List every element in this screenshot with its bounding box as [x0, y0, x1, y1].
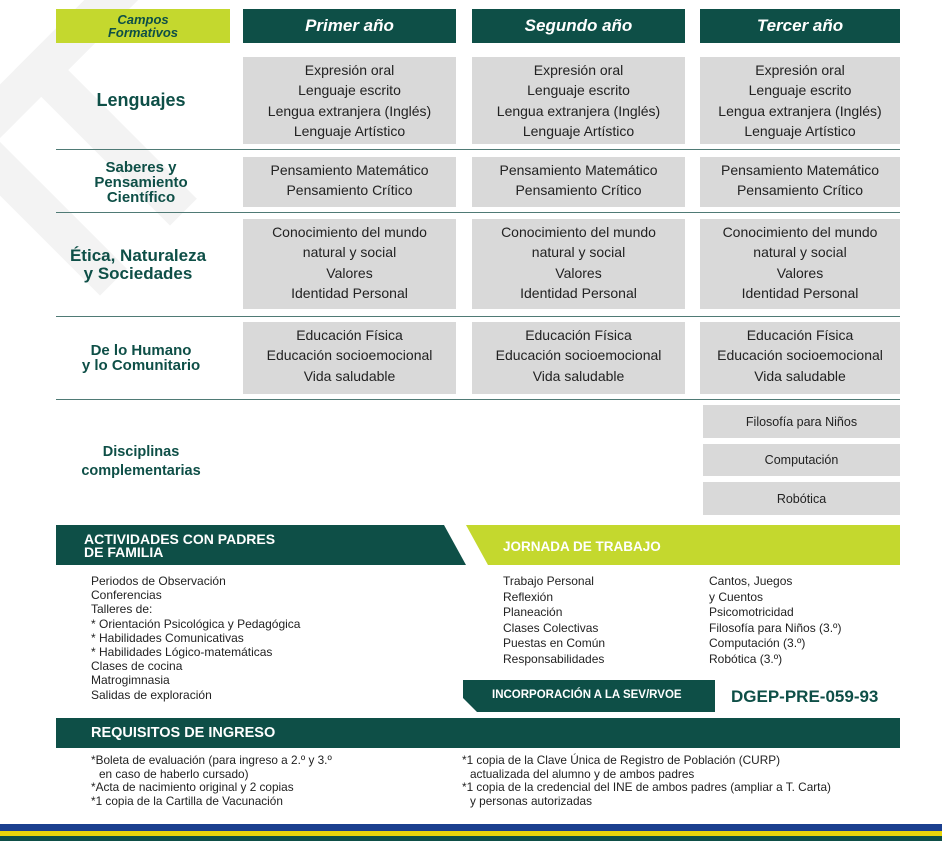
- jornada-title: JORNADA DE TRABAJO: [503, 539, 661, 554]
- row-divider: [56, 212, 900, 213]
- list-item: Robótica (3.º): [709, 651, 783, 666]
- lenguajes-cell-year3: Expresión oral Lenguaje escrito Lengua extranjera (Inglés) Lenguaje Artístico: [700, 57, 900, 144]
- year-header-3: Tercer año: [700, 9, 900, 43]
- row-divider: [56, 149, 900, 150]
- list-item: actualizada del alumno y de ambos padres: [470, 766, 695, 781]
- list-item: *Acta de nacimiento original y 2 copias: [91, 780, 294, 794]
- list-item: Clases de cocina: [91, 659, 183, 674]
- list-item: *Boleta de evaluación (para ingreso a 2.º y 3.º: [91, 753, 332, 767]
- rvoe-code: DGEP-PRE-059-93: [731, 687, 879, 706]
- requisitos-list-2: [462, 754, 831, 808]
- list-item: Responsabilidades: [503, 651, 605, 666]
- list-item: *1 copia de la Cartilla de Vacunación: [91, 793, 283, 808]
- list-item: Puestas en Común: [503, 636, 606, 651]
- jornada-list-2: [709, 574, 841, 668]
- list-item: Salidas de exploración: [91, 687, 212, 702]
- lenguajes-cell-year2: Expresión oral Lenguaje escrito Lengua extranjera (Inglés) Lenguaje Artístico: [472, 57, 685, 144]
- list-item: y personas autorizadas: [470, 793, 592, 808]
- row-divider: [56, 316, 900, 317]
- etica-cell-year2: Conocimiento del mundo natural y social Valores Identidad Personal: [472, 219, 685, 309]
- lenguajes-cell-year1: Expresión oral Lenguaje escrito Lengua extranjera (Inglés) Lenguaje Artístico: [243, 57, 456, 144]
- requisitos-list-1: [91, 754, 332, 808]
- requisitos-title: REQUISITOS DE INGRESO: [91, 725, 276, 741]
- saberes-cell-year3: Pensamiento Matemático Pensamiento Crítico: [700, 157, 900, 207]
- saberes-cell-year2: Pensamiento Matemático Pensamiento Crítico: [472, 157, 685, 207]
- humano-cell-year2: Educación Física Educación socioemocional Vida saludable: [472, 322, 685, 394]
- list-item: Reflexión: [503, 589, 554, 604]
- row-label-complementarias: Disciplinas complementarias: [81, 444, 201, 479]
- saberes-cell-year1: Pensamiento Matemático Pensamiento Crítico: [243, 157, 456, 207]
- list-item: * Orientación Psicológica y Pedagógica: [91, 616, 301, 631]
- list-item: Filosofía para Niños (3.º): [709, 620, 842, 635]
- list-item: * Habilidades Lógico-matemáticas: [91, 645, 273, 660]
- jornada-list-1: [503, 574, 605, 668]
- list-item: *1 copia de la credencial del INE de ambos padres (ampliar a T. Carta): [462, 780, 831, 794]
- list-item: Talleres de:: [91, 602, 153, 617]
- etica-cell-year3: Conocimiento del mundo natural y social Valores Identidad Personal: [700, 219, 900, 309]
- list-item: Trabajo Personal: [503, 574, 594, 588]
- list-item: y Cuentos: [709, 589, 764, 604]
- list-item: en caso de haberlo cursado): [99, 766, 249, 781]
- computacion-cell: Computación: [703, 444, 900, 476]
- row-label-saberes: Saberes y Pensamiento Científico: [94, 158, 188, 206]
- row-label-humano: De lo Humano y lo Comunitario: [81, 342, 201, 374]
- filosofia-cell: Filosofía para Niños: [703, 405, 900, 438]
- actividades-list: [91, 574, 300, 702]
- year-header-1: Primer año: [243, 9, 456, 43]
- humano-cell-year1: Educación Física Educación socioemocional Vida saludable: [243, 322, 456, 394]
- list-item: Matrogimnasia: [91, 673, 170, 688]
- list-item: * Habilidades Comunicativas: [91, 630, 244, 645]
- etica-cell-year1: Conocimiento del mundo natural y social Valores Identidad Personal: [243, 219, 456, 309]
- row-label-lenguajes: Lenguajes: [96, 89, 186, 110]
- actividades-title: ACTIVIDADES CON PADRES DE FAMILIA: [84, 531, 276, 560]
- year-header-2: Segundo año: [472, 9, 685, 43]
- humano-cell-year3: Educación Física Educación socioemocional Vida saludable: [700, 322, 900, 394]
- bottom-stripe-blue: [0, 824, 942, 831]
- row-divider: [56, 399, 900, 400]
- row-label-etica: Ética, Naturaleza y Sociedades: [69, 246, 207, 283]
- campos-formativos-header: Campos Formativos: [56, 9, 230, 43]
- robotica-cell: Robótica: [703, 482, 900, 515]
- list-item: Conferencias: [91, 588, 162, 603]
- list-item: Cantos, Juegos: [709, 574, 793, 588]
- list-item: *1 copia de la Clave Única de Registro de Población (CURP): [462, 753, 781, 767]
- list-item: Computación (3.º): [709, 636, 806, 651]
- list-item: Psicomotricidad: [709, 605, 794, 620]
- list-item: Clases Colectivas: [503, 620, 599, 635]
- incorporacion-label: INCORPORACIÓN A LA SEV/RVOE: [492, 689, 682, 701]
- list-item: Periodos de Observación: [91, 574, 226, 588]
- bottom-stripe-green: [0, 836, 942, 841]
- list-item: Planeación: [503, 605, 563, 620]
